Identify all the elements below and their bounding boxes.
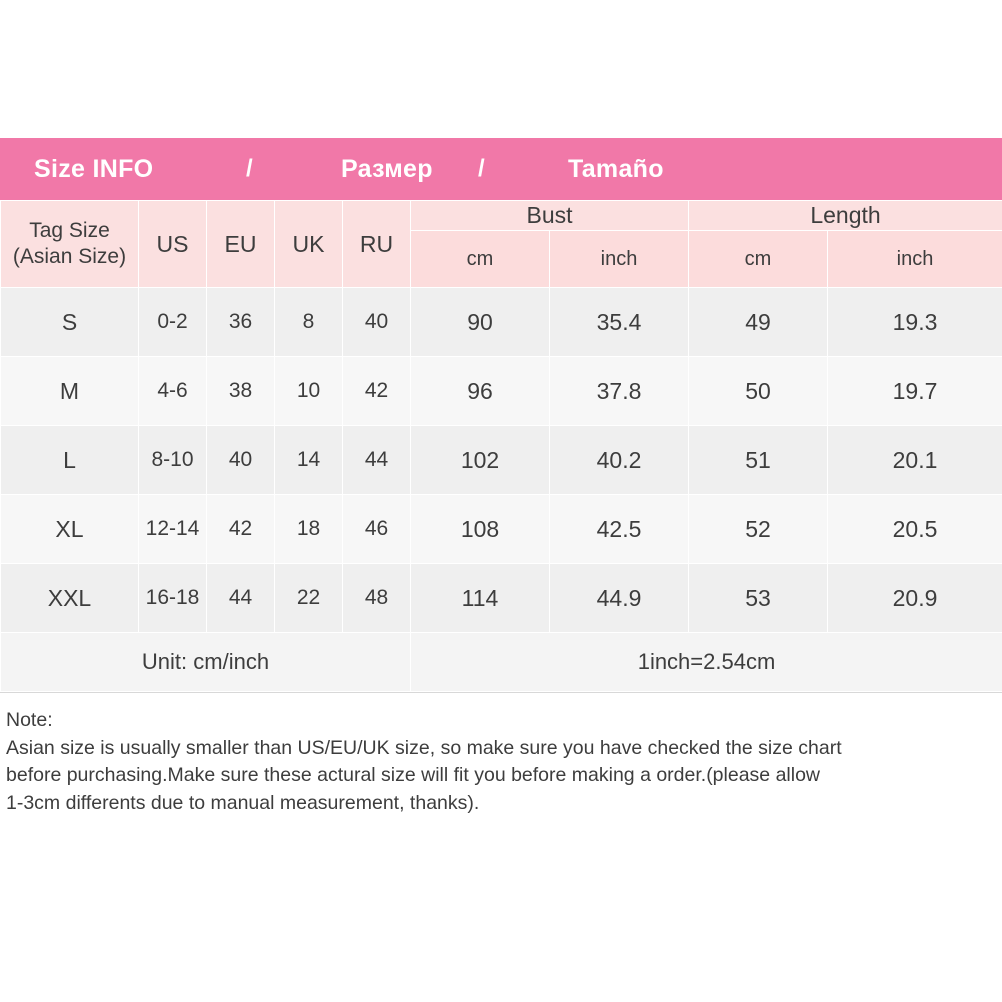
header-tag-size-line2: (Asian Size) — [12, 245, 127, 268]
note-title: Note: — [6, 709, 53, 731]
cell-length-inch: 20.1 — [828, 426, 1002, 495]
header-ru: RU — [343, 201, 411, 288]
table-row — [1, 288, 1002, 357]
note-block — [0, 697, 1002, 818]
cell-tag-size: L — [1, 426, 139, 495]
cell-uk: 14 — [275, 426, 343, 495]
cell-tag-size: XL — [1, 495, 139, 564]
cell-length-cm: 49 — [689, 288, 828, 357]
cell-bust-inch: 42.5 — [550, 495, 689, 564]
cell-length-cm: 53 — [689, 564, 828, 633]
cell-bust-inch: 37.8 — [550, 357, 689, 426]
header-length-inch: inch — [828, 231, 1002, 288]
cell-length-inch: 19.7 — [828, 357, 1002, 426]
cell-length-cm: 51 — [689, 426, 828, 495]
cell-us: 16-18 — [139, 564, 207, 633]
header-length-cm: cm — [689, 231, 828, 288]
cell-uk: 18 — [275, 495, 343, 564]
header-bust-inch: inch — [550, 231, 689, 288]
note-line-1: Asian size is usually smaller than US/EU/UK size, so make sure you have checked the size chart — [6, 736, 842, 759]
header-uk: UK — [275, 201, 343, 288]
cell-bust-cm: 90 — [411, 288, 550, 357]
cell-eu: 40 — [207, 426, 275, 495]
cell-tag-size: XXL — [1, 564, 139, 633]
header-bust-cm: cm — [411, 231, 550, 288]
cell-ru: 44 — [343, 426, 411, 495]
banner-label-russian: Размер — [341, 154, 433, 183]
cell-bust-cm: 102 — [411, 426, 550, 495]
cell-eu: 42 — [207, 495, 275, 564]
banner-separator-2: / — [478, 155, 485, 182]
cell-tag-size: M — [1, 357, 139, 426]
cell-us: 4-6 — [139, 357, 207, 426]
cell-bust-inch: 44.9 — [550, 564, 689, 633]
cell-eu: 44 — [207, 564, 275, 633]
size-table — [0, 200, 1002, 692]
note-line-2: before purchasing.Make sure these actural size will fit you before making a order.(please allow — [6, 764, 821, 787]
header-tag-size — [1, 201, 139, 288]
header-length: Length — [689, 201, 1002, 231]
header-bust: Bust — [411, 201, 689, 231]
header-tag-size-line1: Tag Size — [29, 218, 110, 242]
header-us: US — [139, 201, 207, 288]
conversion-note: 1inch=2.54cm — [411, 633, 1002, 692]
cell-us: 12-14 — [139, 495, 207, 564]
cell-length-cm: 52 — [689, 495, 828, 564]
cell-uk: 10 — [275, 357, 343, 426]
cell-eu: 38 — [207, 357, 275, 426]
cell-uk: 8 — [275, 288, 343, 357]
banner-separator-1: / — [246, 155, 253, 182]
cell-us: 0-2 — [139, 288, 207, 357]
cell-length-inch: 20.5 — [828, 495, 1002, 564]
header-eu: EU — [207, 201, 275, 288]
table-row — [1, 495, 1002, 564]
table-row — [1, 564, 1002, 633]
cell-ru: 48 — [343, 564, 411, 633]
cell-ru: 42 — [343, 357, 411, 426]
banner-label-english: Size INFO — [34, 154, 154, 183]
cell-bust-cm: 114 — [411, 564, 550, 633]
note-divider — [0, 692, 1002, 693]
cell-bust-cm: 96 — [411, 357, 550, 426]
note-line-3: 1-3cm differents due to manual measurement, thanks). — [6, 792, 480, 815]
table-row — [1, 357, 1002, 426]
size-chart — [0, 138, 1002, 818]
table-row — [1, 426, 1002, 495]
unit-note: Unit: cm/inch — [1, 633, 411, 692]
cell-uk: 22 — [275, 564, 343, 633]
cell-bust-inch: 40.2 — [550, 426, 689, 495]
cell-tag-size: S — [1, 288, 139, 357]
cell-length-inch: 20.9 — [828, 564, 1002, 633]
cell-length-cm: 50 — [689, 357, 828, 426]
cell-bust-inch: 35.4 — [550, 288, 689, 357]
cell-bust-cm: 108 — [411, 495, 550, 564]
size-info-banner — [0, 138, 1002, 200]
banner-label-spanish: Tamaño — [568, 154, 664, 183]
cell-ru: 46 — [343, 495, 411, 564]
table-footer-row — [1, 633, 1002, 692]
cell-length-inch: 19.3 — [828, 288, 1002, 357]
cell-us: 8-10 — [139, 426, 207, 495]
cell-ru: 40 — [343, 288, 411, 357]
cell-eu: 36 — [207, 288, 275, 357]
